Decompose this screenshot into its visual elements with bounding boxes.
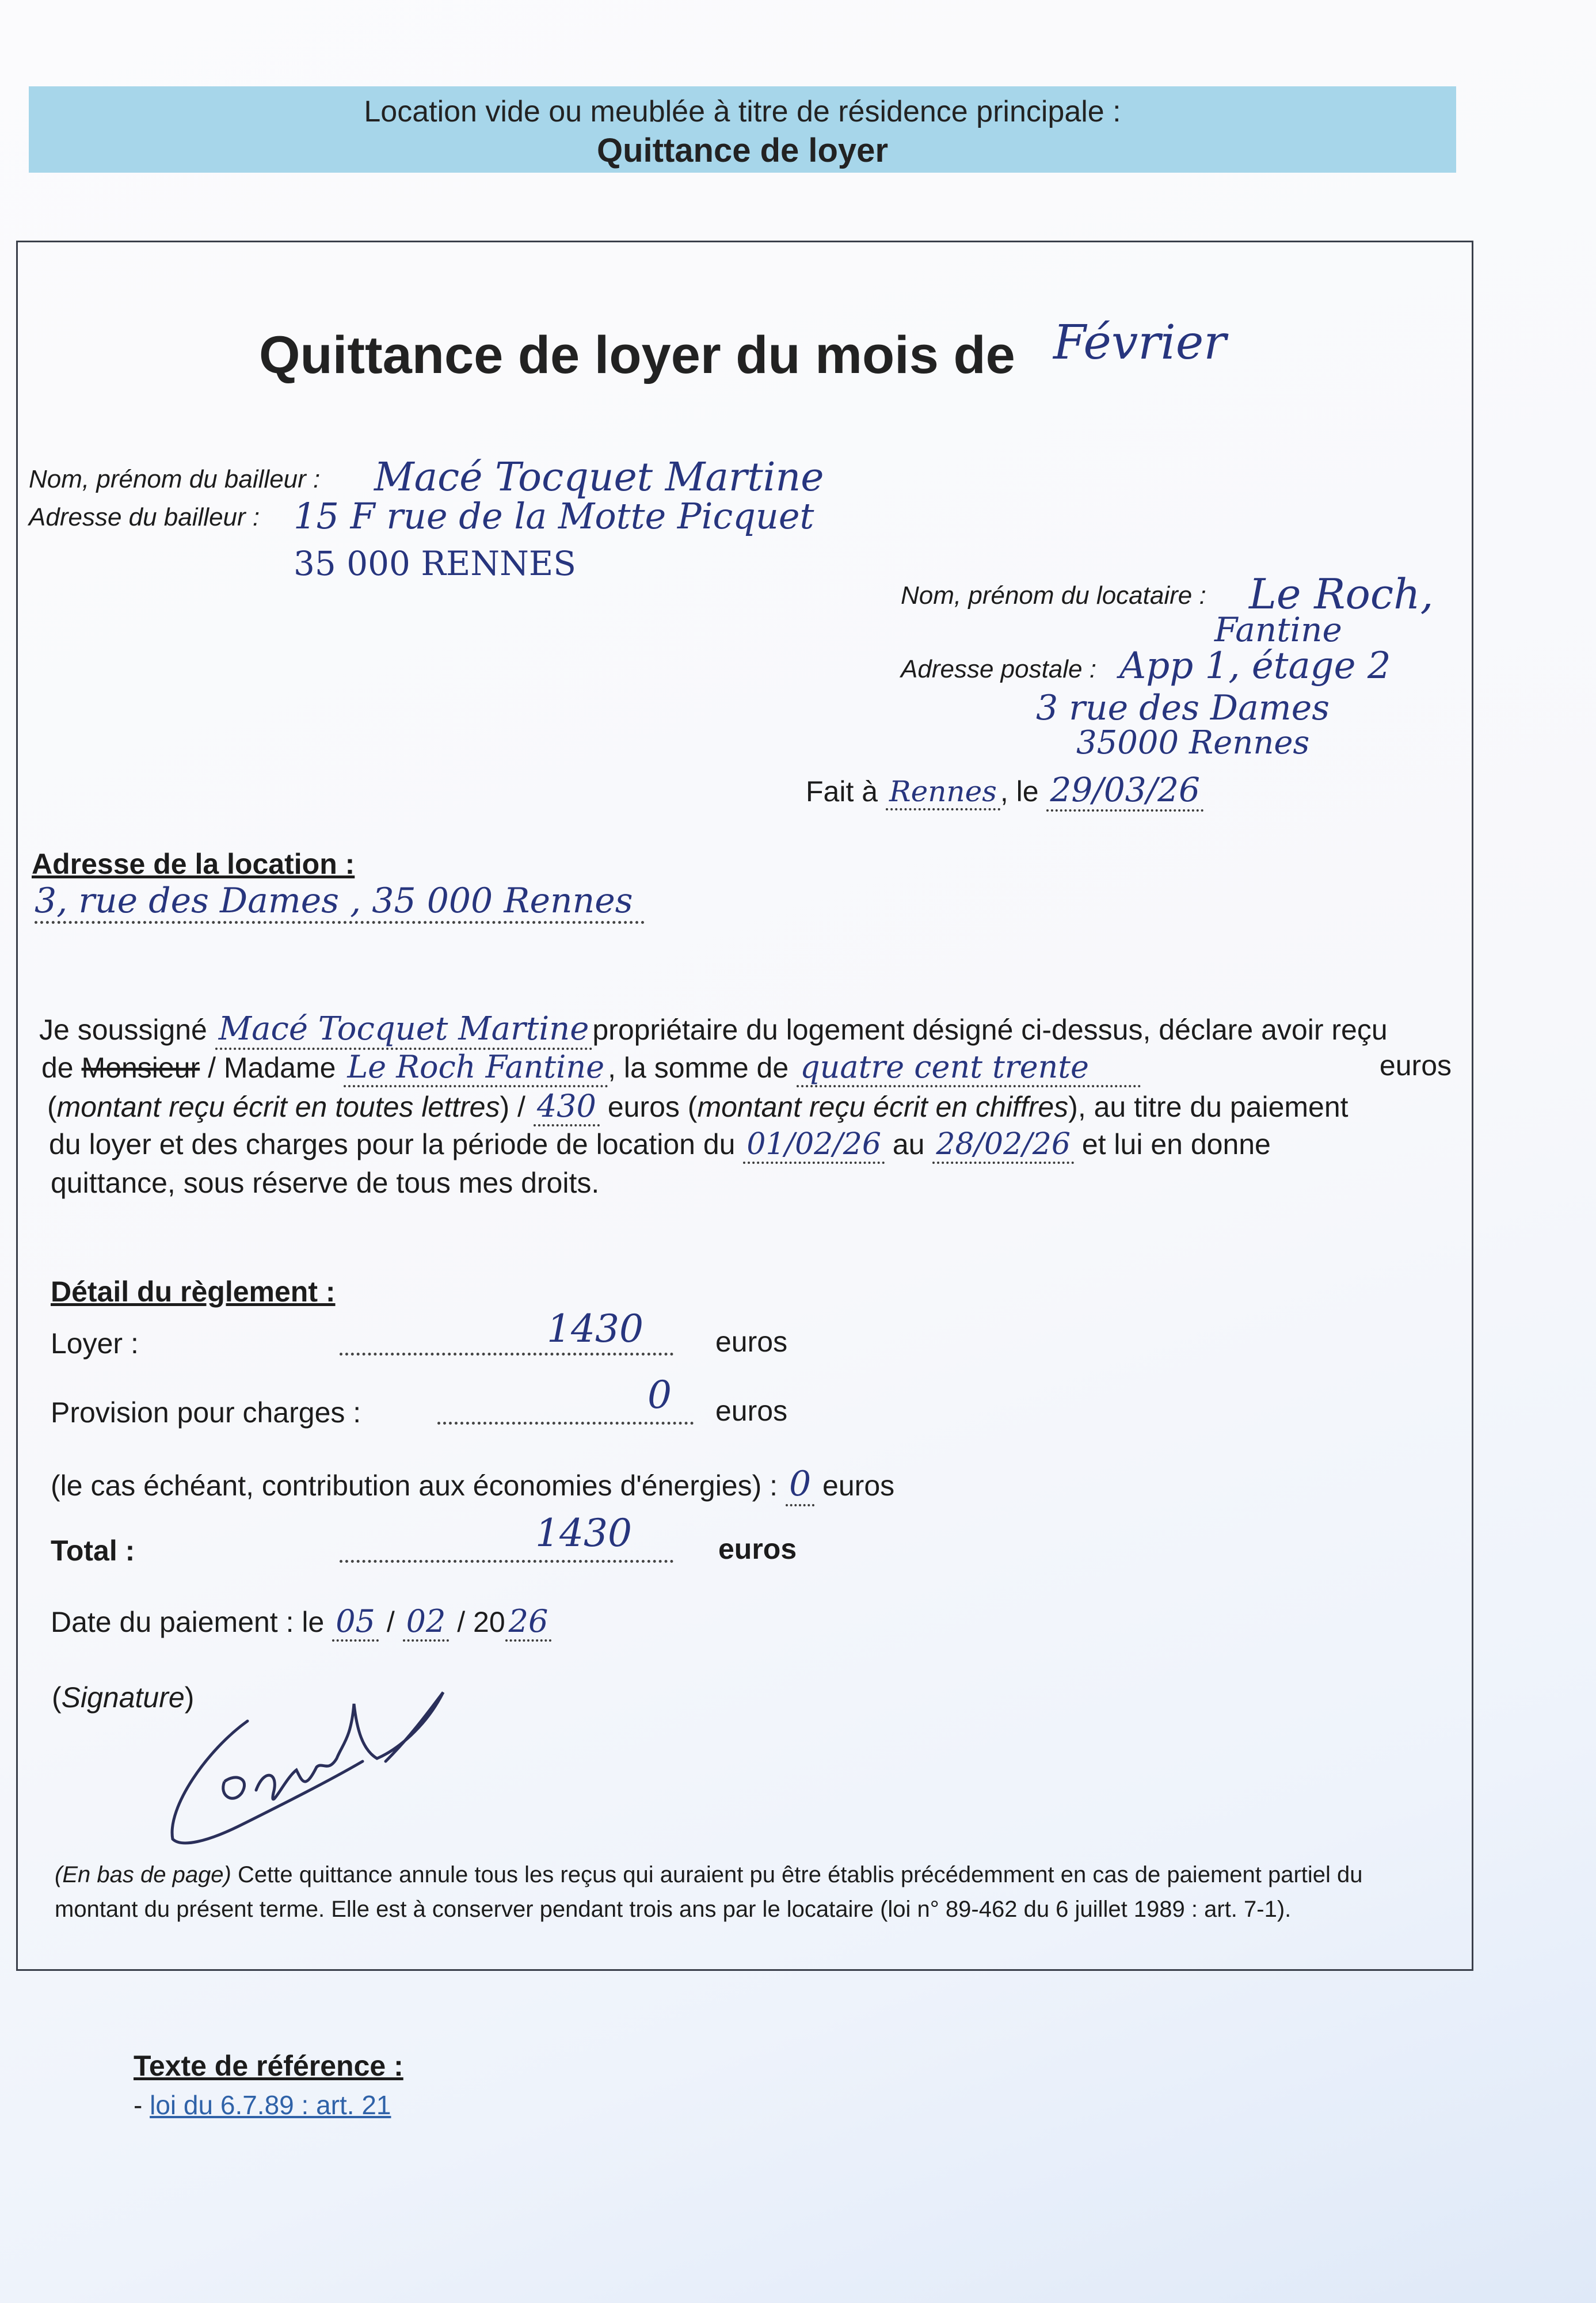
- declaration-text: montant reçu écrit en toutes lettres: [56, 1091, 500, 1123]
- total-label: Total :: [51, 1535, 135, 1567]
- declaration-text: propriétaire du logement désigné ci-dessus, déclare avoir reçu: [592, 1014, 1388, 1046]
- declaration-text: euros (: [607, 1091, 698, 1123]
- location-address: 3, rue des Dames , 35 000 Rennes: [35, 881, 645, 924]
- declaration-amount-digits: 430: [534, 1088, 600, 1126]
- loyer-label: Loyer :: [51, 1327, 139, 1360]
- tenant-address-line3: 35000 Rennes: [1076, 724, 1310, 762]
- declaration-text: de: [41, 1052, 74, 1084]
- declaration-text: / Madame: [208, 1052, 336, 1084]
- signature-image: [155, 1681, 478, 1853]
- payment-date-year-prefix: 20: [473, 1606, 505, 1638]
- payment-date-line: Date du paiement : le 05 / 02 / 20 26: [51, 1603, 551, 1639]
- reference-dash: -: [134, 2090, 143, 2120]
- declaration-signer: Macé Tocquet Martine: [215, 1010, 593, 1050]
- banner-subtitle: Location vide ou meublée à titre de résidence principale :: [364, 95, 1121, 128]
- landlord-address-line2: 35 000 RENNES: [294, 544, 576, 583]
- receipt-title: Quittance de loyer du mois de: [259, 326, 1015, 385]
- declaration-euros: euros: [1379, 1049, 1452, 1082]
- energie-euros: euros: [822, 1470, 895, 1502]
- payment-date-year: 26: [505, 1603, 552, 1642]
- loyer-value: 1430: [547, 1307, 643, 1351]
- loyer-euros: euros: [715, 1326, 788, 1358]
- payment-date-day: 05: [332, 1603, 379, 1642]
- banner-title: Quittance de loyer: [596, 132, 889, 169]
- declaration-period-from: 01/02/26: [743, 1127, 885, 1164]
- declaration-text: , la somme de: [608, 1052, 789, 1084]
- declaration-text: (: [47, 1091, 57, 1123]
- footer-lead: (En bas de page): [55, 1862, 231, 1887]
- receipt-month: Février: [1053, 315, 1226, 370]
- signature-label: (Signature): [52, 1681, 195, 1714]
- fait-a-line: [806, 770, 1203, 809]
- energie-label: (le cas échéant, contribution aux économies d'énergies) :: [51, 1470, 778, 1502]
- tenant-name-line2: Fantine: [1214, 610, 1342, 649]
- header-banner: [29, 86, 1456, 173]
- fait-a-date: 29/03/26: [1046, 770, 1203, 812]
- declaration-line-1: [39, 1010, 1388, 1048]
- signature-label-text: Signature: [61, 1681, 185, 1714]
- fait-a-prefix: Fait à: [806, 775, 878, 808]
- fait-a-place: Rennes: [886, 775, 1000, 810]
- declaration-text: montant reçu écrit en chiffres: [697, 1091, 1069, 1123]
- reference-heading: Texte de référence :: [134, 2050, 403, 2082]
- landlord-address-line1: 15 F rue de la Motte Picquet: [294, 495, 814, 537]
- tenant-address-line1: App 1, étage 2: [1119, 645, 1391, 687]
- total-value: 1430: [535, 1511, 632, 1555]
- charges-label: Provision pour charges :: [51, 1396, 361, 1429]
- landlord-name-label: Nom, prénom du bailleur :: [29, 465, 321, 493]
- declaration-line-5: quittance, sous réserve de tous mes droits.: [51, 1167, 600, 1199]
- tenant-address-label: Adresse postale :: [901, 655, 1096, 683]
- footer-line-1: [55, 1862, 1363, 1888]
- declaration-text: et lui en donne: [1081, 1128, 1271, 1160]
- payment-date-label: Date du paiement : le: [51, 1606, 325, 1638]
- location-heading: Adresse de la location :: [32, 848, 355, 880]
- declaration-text: au: [892, 1128, 925, 1160]
- declaration-period-to: 28/02/26: [932, 1127, 1074, 1164]
- energie-line: [51, 1464, 894, 1504]
- landlord-name: Macé Tocquet Martine: [374, 455, 824, 500]
- declaration-text: ), au titre du paiement: [1068, 1091, 1349, 1123]
- tenant-name-label: Nom, prénom du locataire :: [901, 581, 1206, 610]
- landlord-address-label: Adresse du bailleur :: [29, 503, 260, 531]
- declaration-tenant: Le Roch Fantine: [344, 1049, 608, 1087]
- reference-item: [134, 2089, 391, 2121]
- declaration-line-4: [49, 1127, 1271, 1162]
- declaration-monsieur: Monsieur: [81, 1052, 200, 1084]
- total-euros: euros: [718, 1533, 797, 1565]
- declaration-amount-words: quatre cent trente: [797, 1049, 1141, 1087]
- footer-text-1: Cette quittance annule tous les reçus qui auraient pu être établis précédemment en cas de paiement partiel du: [238, 1862, 1363, 1887]
- declaration-line-3: [47, 1088, 1349, 1124]
- declaration-text: du loyer et des charges pour la période de location du: [49, 1128, 736, 1160]
- energie-value: 0: [786, 1464, 814, 1506]
- payment-date-month: 02: [403, 1603, 450, 1642]
- declaration-line-2: [41, 1049, 1452, 1085]
- tenant-name-line1: Le Roch,: [1249, 570, 1434, 618]
- detail-heading: Détail du règlement :: [51, 1276, 336, 1308]
- declaration-text: Je soussigné: [39, 1014, 207, 1046]
- reference-link[interactable]: loi du 6.7.89 : art. 21: [150, 2090, 391, 2120]
- tenant-address-line2: 3 rue des Dames: [1036, 688, 1330, 728]
- fait-a-le: , le: [1000, 775, 1039, 808]
- footer-line-2: montant du présent terme. Elle est à conserver pendant trois ans par le locataire (loi n° 89-462 du 6 juillet 1989 : art. 7-1).: [55, 1897, 1292, 1922]
- charges-value: 0: [647, 1373, 672, 1417]
- charges-euros: euros: [715, 1395, 788, 1427]
- declaration-text: ) /: [500, 1091, 525, 1123]
